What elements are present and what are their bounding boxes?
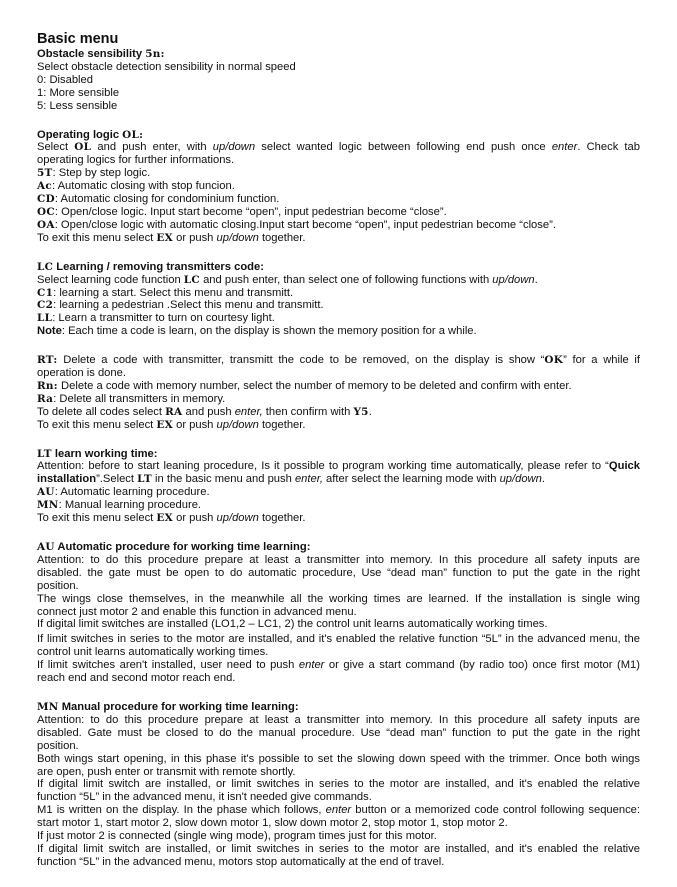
operating-section (37, 129, 640, 245)
operating-item (37, 219, 640, 232)
lt-att-b: ”.Select (96, 473, 138, 486)
operating-item-text: : Automatic closing for condominium function. (54, 193, 280, 206)
operating-heading-text: Operating logic (37, 128, 123, 141)
learning-section (37, 261, 640, 338)
remove-ra (37, 393, 640, 406)
obstacle-heading-code: 5n: (145, 48, 165, 60)
mn-p1-l1: Attention: to do this procedure prepare at least a transmitter into memory. In this procedure all safety inputs are (37, 713, 640, 726)
learning-intro (37, 274, 640, 287)
learning-note-label: Note (37, 325, 62, 338)
au-p5-em: enter (298, 659, 325, 672)
lt-heading (37, 448, 640, 461)
mn-p3-l1: If digital limit switch are installed, or limit switches in series to the motor are installed, and it's enabled the relative (37, 778, 640, 791)
au-p4-l2: control unit learns automatically working times. (37, 646, 269, 659)
obstacle-line-2: 0: Disabled (37, 73, 93, 86)
au-p5-a: If limit switches aren't installed, user need to push (37, 659, 299, 672)
obstacle-section (37, 48, 640, 113)
mn-p6-l2: function “5L” in the advanced menu, motors stop automatically at the end of travel. (37, 855, 445, 868)
remove-rn-code: Rn: (37, 379, 58, 392)
au-heading-code: AU (37, 541, 55, 553)
au-p3: If digital limit switches are installed (LO1,2 – LC1, 2) the control unit learns automatically working times. (37, 618, 548, 631)
mn-p3-l2: function “5L” in the advanced menu, it isn't needed give commands. (37, 791, 372, 804)
learning-item (37, 299, 640, 312)
section-spacer (37, 113, 640, 129)
lt-exit-c: together. (258, 512, 306, 525)
lt-att-c: in the basic menu and push (151, 473, 295, 486)
au-p1-l1: Attention: to do this procedure prepare at least a transmitter into memory. In this procedure all safety inputs are (37, 553, 640, 566)
obstacle-heading (37, 48, 640, 61)
learning-item-text: : learning a pedestrian .Select this menu and transmitt. (53, 299, 324, 312)
mn-p4-b: button or a memorized code control following sequence: (351, 804, 640, 817)
au-p4-l1: If limit switches in series to the motor are installed, and it's enabled the relative function “5L” in the advanced menu, the (37, 633, 640, 646)
operating-exit (37, 232, 640, 245)
remove-rt-ok: OK (544, 354, 564, 367)
remove-exit-em: up/down (216, 418, 259, 431)
remove-delall-code2: Y5 (353, 405, 369, 418)
operating-exit-em: up/down (216, 231, 259, 244)
operating-item-code: OC (37, 205, 55, 218)
mn-p5: If just motor 2 is connected (single wing mode), program times just for this motor. (37, 830, 437, 843)
lt-attention-line2 (37, 473, 640, 486)
operating-exit-b: or push (172, 231, 217, 244)
operating-intro-code: OL (74, 141, 92, 154)
remove-exit (37, 419, 640, 432)
learning-heading-text: Learning / removing transmitters code: (53, 260, 264, 273)
section-spacer (37, 685, 640, 701)
lt-heading-code: LT (37, 447, 52, 460)
learning-intro-em: up/down (492, 273, 535, 286)
learning-intro-b: and push enter, than select one of following functions with (199, 273, 493, 286)
remove-delall-a: To delete all codes select (37, 405, 166, 418)
remove-exit-a: To exit this menu select (37, 418, 157, 431)
learning-intro-code: LC (183, 273, 200, 286)
obstacle-line-1: Select obstacle detection sensibility in normal speed (37, 60, 296, 73)
operating-item-text: : Step by step logic. (52, 167, 151, 180)
learning-item-text: : learning a start. Select this menu and transmitt. (53, 286, 294, 299)
au-p5-b: or give a start command (by radio too) once first motor (M1) (324, 659, 640, 672)
remove-delete-all (37, 406, 640, 419)
remove-rt-b: ” for a while if (563, 354, 640, 367)
operating-intro-line2: operating logics for further informations. (37, 154, 235, 167)
lt-attention (37, 460, 640, 473)
lt-att-a: Attention: before to start leaning procedure, Is it possible to program working time automatically, please refer to “ (37, 460, 609, 473)
mn-p1-l3: position. (37, 739, 79, 752)
mn-p1-l2: disabled. Gate must be closed to do the manual procedure. Use “dead man” function to put the gate in the right (37, 726, 640, 739)
operating-intro-c: select wanted logic between following end push once (255, 141, 552, 154)
learning-heading-code: LC (37, 260, 54, 273)
remove-rn (37, 380, 640, 393)
operating-item (37, 180, 640, 193)
obstacle-line-4: 5: Less sensible (37, 99, 118, 112)
mn-p6-l1: If digital limit switch are installed, or limit switches in series to the motor are installed, and it's enabled the relative (37, 842, 640, 855)
remove-delall-code: RA (165, 405, 183, 418)
lt-heading-text: learn working time: (51, 447, 158, 460)
mn-heading-text: Manual procedure for working time learning: (58, 700, 299, 713)
operating-exit-code: EX (156, 231, 173, 244)
mn-heading (37, 701, 640, 714)
operating-item-text: : Open/close logic. Input start become “open”, input pedestrian become “close”. (54, 205, 447, 218)
au-p1-l3: position. (37, 579, 79, 592)
learning-item (37, 312, 640, 325)
mn-p2-l1: Both wings start opening, in this phase it's possible to set the slowing down speed with the trimmer. Once both wings (37, 752, 640, 765)
operating-intro-d: . Check tab (577, 141, 640, 154)
operating-item-code: Ac (37, 180, 52, 193)
operating-item-text: : Open/close logic with automatic closing.Input start become “open”, input pedestrian become “close”. (54, 218, 556, 231)
operating-item (37, 167, 640, 180)
operating-exit-c: together. (258, 231, 306, 244)
lt-exit-code: EX (156, 512, 173, 525)
au-p1-l2: disabled. the gate must be open to do automatic procedure, Use “dead man” function to put the gate in the right (37, 566, 640, 579)
operating-item-text: : Automatic closing with stop funcion. (52, 180, 235, 193)
operating-item (37, 193, 640, 206)
mn-p2-l2: are open, push enter or transmit with remote shortly. (37, 765, 296, 778)
operating-intro-em2: enter (551, 141, 578, 154)
lt-att-em1: enter, (294, 473, 323, 486)
section-spacer (37, 338, 640, 354)
mn-p4-em: enter (325, 804, 352, 817)
learning-item-code: LL (37, 312, 53, 325)
obstacle-heading-text: Obstacle sensibility (37, 48, 146, 60)
remove-exit-c: together. (258, 418, 306, 431)
page-title: Basic menu (37, 31, 119, 47)
remove-exit-code: EX (156, 418, 173, 431)
lt-item (37, 499, 640, 512)
remove-rn-text: Delete a code with memory number, select the number of memory to be deleted and confirm with enter. (57, 379, 572, 392)
operating-intro-a: Select (37, 141, 75, 154)
remove-ra-code: Ra (37, 392, 54, 405)
lt-att-e: . (541, 473, 545, 486)
mn-heading-code: MN (37, 700, 59, 713)
operating-item-code: 5T (37, 167, 53, 180)
lt-item-code: MN (37, 499, 59, 512)
au-p2-l2: connect just motor 2 and enable this function in advanced menu. (37, 605, 357, 618)
section-spacer (37, 245, 640, 261)
au-heading (37, 541, 640, 554)
remove-section (37, 354, 640, 431)
lt-att-bold2: installation (37, 473, 97, 486)
lt-exit (37, 512, 640, 525)
learning-note (37, 325, 640, 338)
operating-item (37, 206, 640, 219)
mn-p4-a: M1 is written on the display. In the phase which follows, (37, 804, 326, 817)
lt-exit-em: up/down (216, 512, 259, 525)
learning-item-code: C1 (37, 286, 54, 299)
au-section (37, 541, 640, 685)
obstacle-line-3: 1: More sensible (37, 86, 120, 99)
remove-rt-a: Delete a code with transmitter, transmitt the code to be removed, on the display is show “ (57, 354, 545, 367)
lt-item (37, 486, 640, 499)
au-p5-l2: reach end and second motor reach end. (37, 672, 236, 685)
lt-att-em2: up/down (499, 473, 542, 486)
section-spacer (37, 432, 640, 448)
remove-delall-b: and push (182, 405, 235, 418)
remove-rt-line2: operation is done. (37, 367, 126, 380)
learning-note-text: : Each time a code is learn, on the display is shown the memory position for a while. (61, 325, 477, 338)
learning-heading (37, 261, 640, 274)
learning-intro-a: Select learning code function (37, 273, 184, 286)
learning-item (37, 287, 640, 300)
remove-rt-code: RT: (37, 354, 58, 367)
operating-exit-a: To exit this menu select (37, 231, 157, 244)
lt-att-bold1: Quick (608, 460, 640, 473)
lt-section (37, 448, 640, 525)
operating-heading (37, 129, 640, 142)
mn-p4 (37, 804, 640, 817)
mn-section (37, 701, 640, 869)
operating-intro (37, 141, 640, 154)
learning-intro-c: . (534, 273, 538, 286)
lt-att-code: LT (137, 473, 152, 486)
remove-delall-em: enter, (234, 405, 263, 418)
remove-delall-d: . (368, 405, 372, 418)
operating-intro-em1: up/down (212, 141, 256, 154)
lt-exit-a: To exit this menu select (37, 512, 157, 525)
remove-delall-c: then confirm with (262, 405, 354, 418)
au-p2-l1: The wings close themselves, in the meanwhile all the working times are learned. If the installation is single wing (37, 592, 640, 605)
learning-item-text: : Learn a transmitter to turn on courtesy light. (52, 312, 275, 325)
remove-rt (37, 354, 640, 367)
section-spacer (37, 525, 640, 541)
manual-page (37, 31, 640, 869)
mn-p4-l2: start motor 1, start motor 2, slow down motor 1, slow down motor 2, stop motor 1, stop motor 2. (37, 817, 508, 830)
au-p5 (37, 659, 640, 672)
au-heading-text: Automatic procedure for working time learning: (54, 541, 311, 553)
operating-heading-code: OL: (122, 128, 144, 141)
operating-item-code: OA (37, 218, 55, 231)
operating-intro-b: and push enter, with (91, 141, 213, 154)
lt-item-code: AU (37, 486, 55, 499)
remove-ra-text: : Delete all transmitters in memory. (53, 392, 226, 405)
lt-att-d: after select the learning mode with (322, 473, 500, 486)
lt-exit-b: or push (172, 512, 217, 525)
remove-exit-b: or push (172, 418, 217, 431)
lt-item-text: : Manual learning procedure. (58, 499, 202, 512)
learning-item-code: C2 (37, 299, 54, 312)
operating-item-code: CD (37, 193, 55, 206)
lt-item-text: : Automatic learning procedure. (54, 486, 210, 499)
